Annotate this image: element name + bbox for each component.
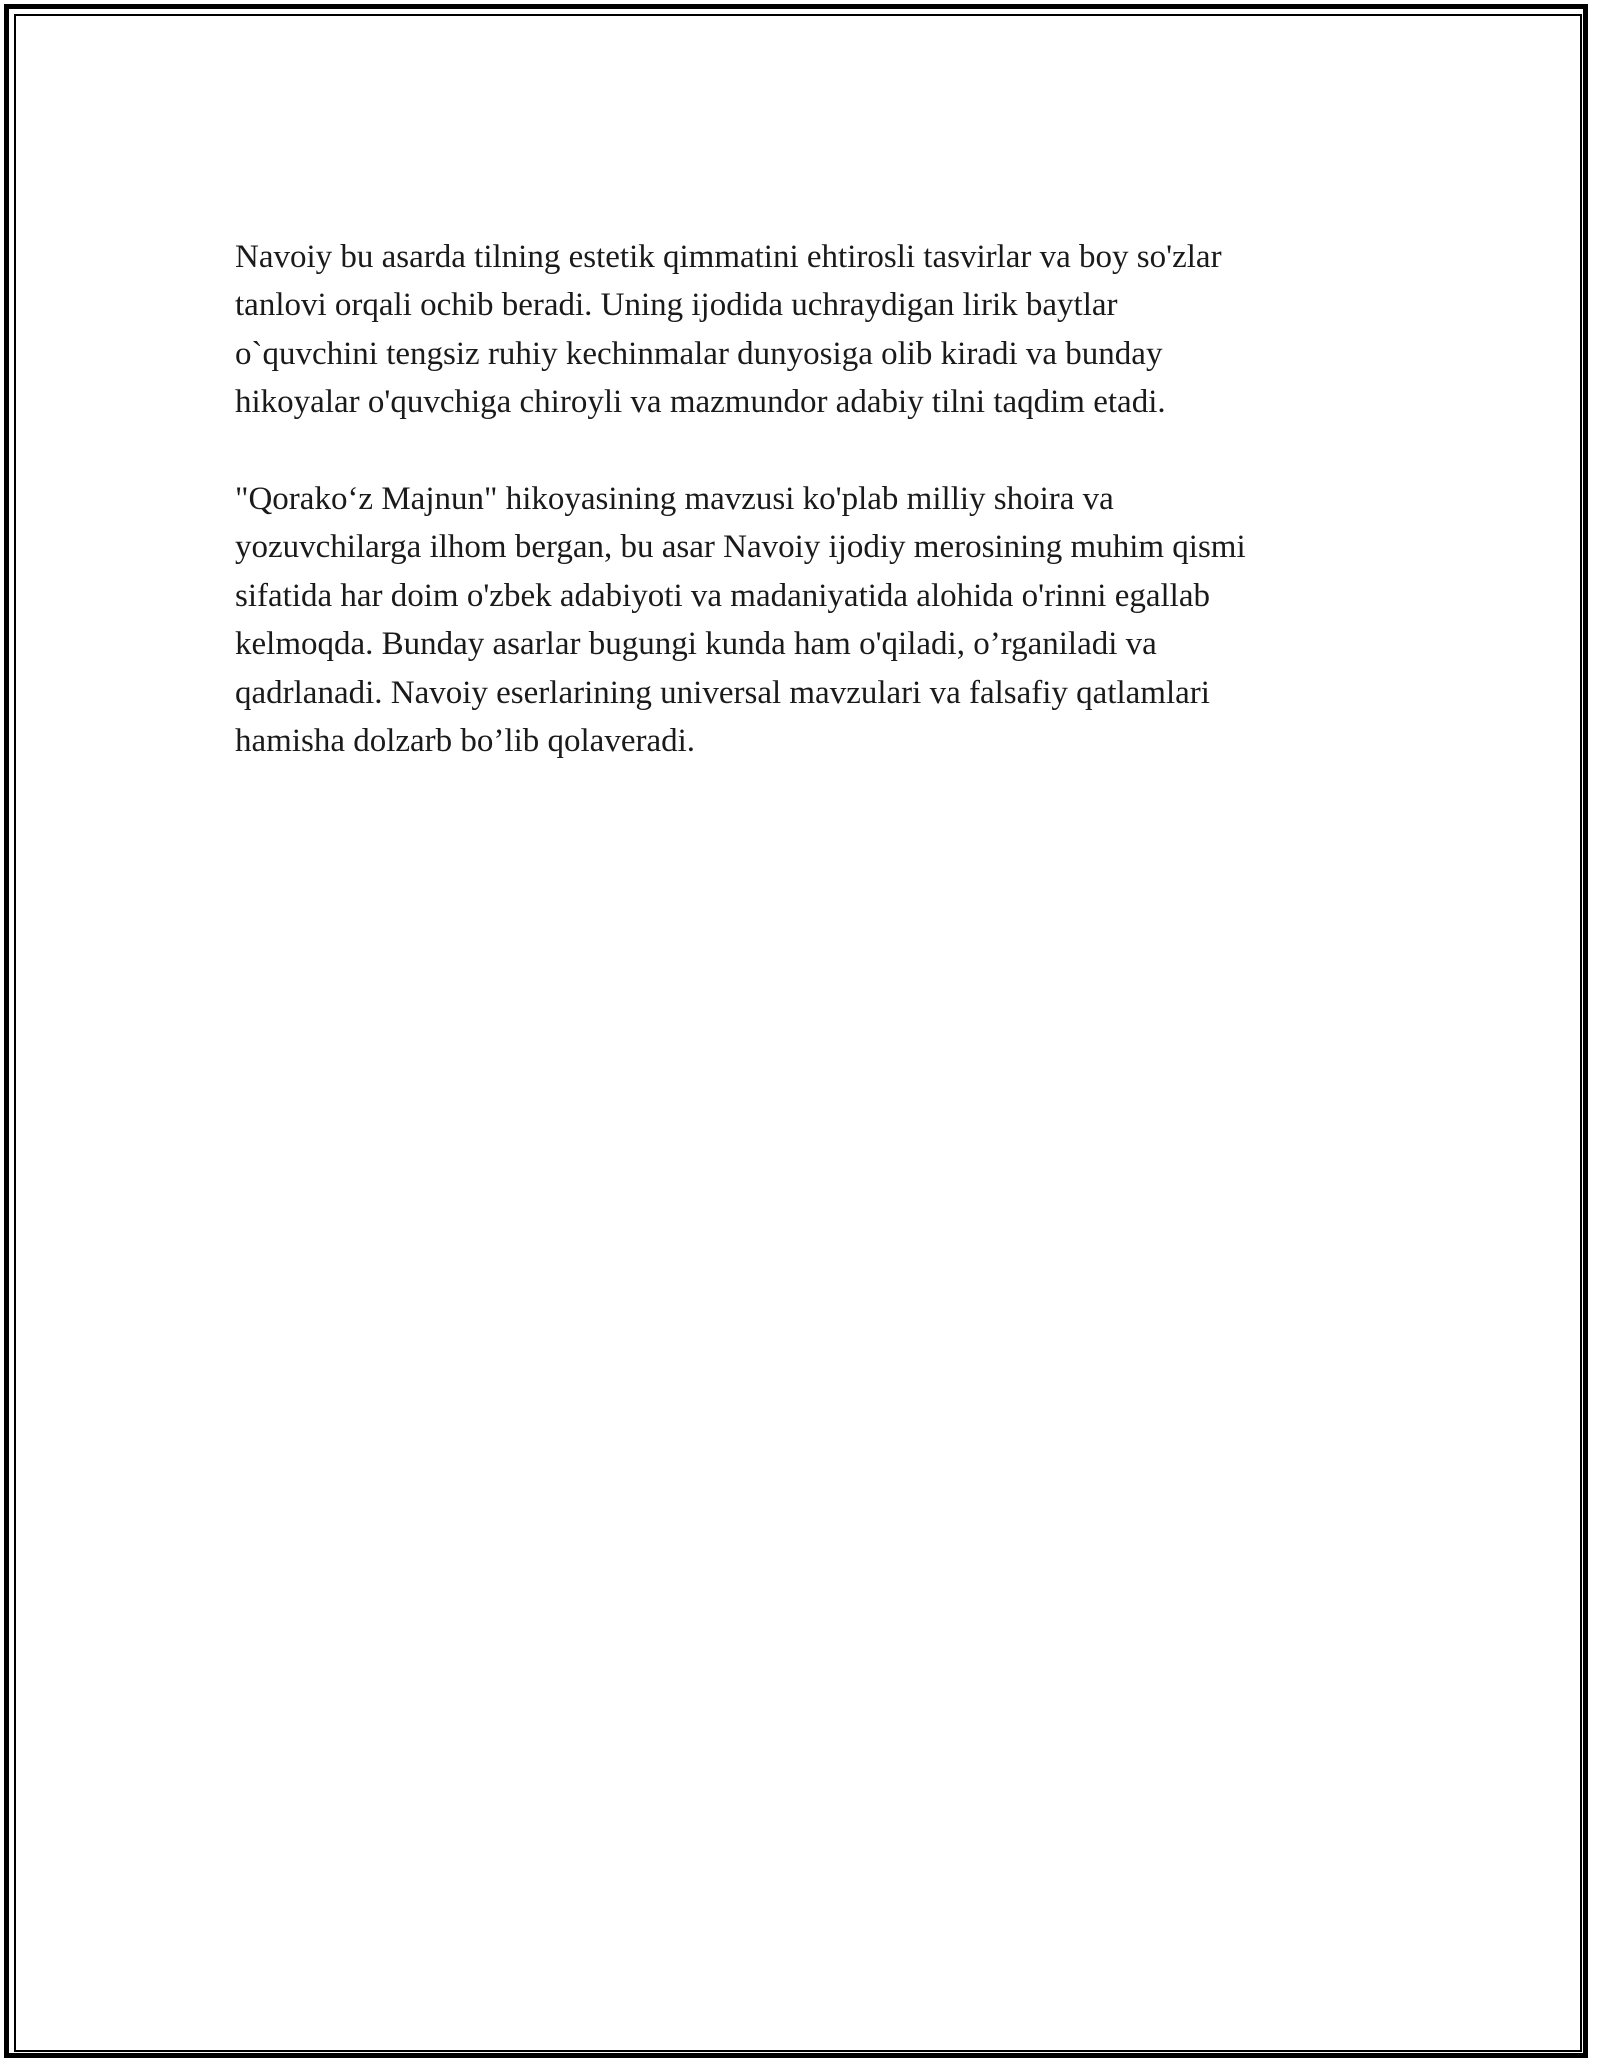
paragraph-line: tanlovi orqali ochib beradi. Uning ijodida uchraydigan lirik baytlar — [235, 287, 1118, 324]
paragraph-line: o`quvchini tengsiz ruhiy kechinmalar dunyosiga olib kiradi va bunday — [235, 335, 1163, 372]
paragraph-line: kelmoqda. Bunday asarlar bugungi kunda ham o'qiladi, o’rganiladi va — [235, 626, 1157, 663]
paragraph-line: hikoyalar o'quvchiga chiroyli va mazmundor adabiy tilni taqdim etadi. — [235, 384, 1166, 421]
paragraph-line: sifatida har doim o'zbek adabiyoti va madaniyatida alohida o'rinni egallab — [235, 577, 1210, 614]
document-body — [235, 233, 1395, 765]
paragraph-line: hamisha dolzarb bo’lib qolaveradi. — [235, 723, 696, 760]
paragraph-line: "Qorakoʻz Majnun" hikoyasining mavzusi ko'plab milliy shoira va — [235, 481, 1114, 518]
paragraph-line: qadrlanadi. Navoiy eserlarining universal mavzulari va falsafiy qatlamlari — [235, 674, 1210, 711]
paragraph-1 — [235, 233, 1395, 427]
paragraph-line: Navoiy bu asarda tilning estetik qimmatini ehtirosli tasvirlar va boy so'zlar — [235, 239, 1222, 275]
paragraph-line: yozuvchilarga ilhom bergan, bu asar Navoiy ijodiy merosining muhim qismi — [235, 529, 1246, 566]
paragraph-2 — [235, 475, 1395, 765]
